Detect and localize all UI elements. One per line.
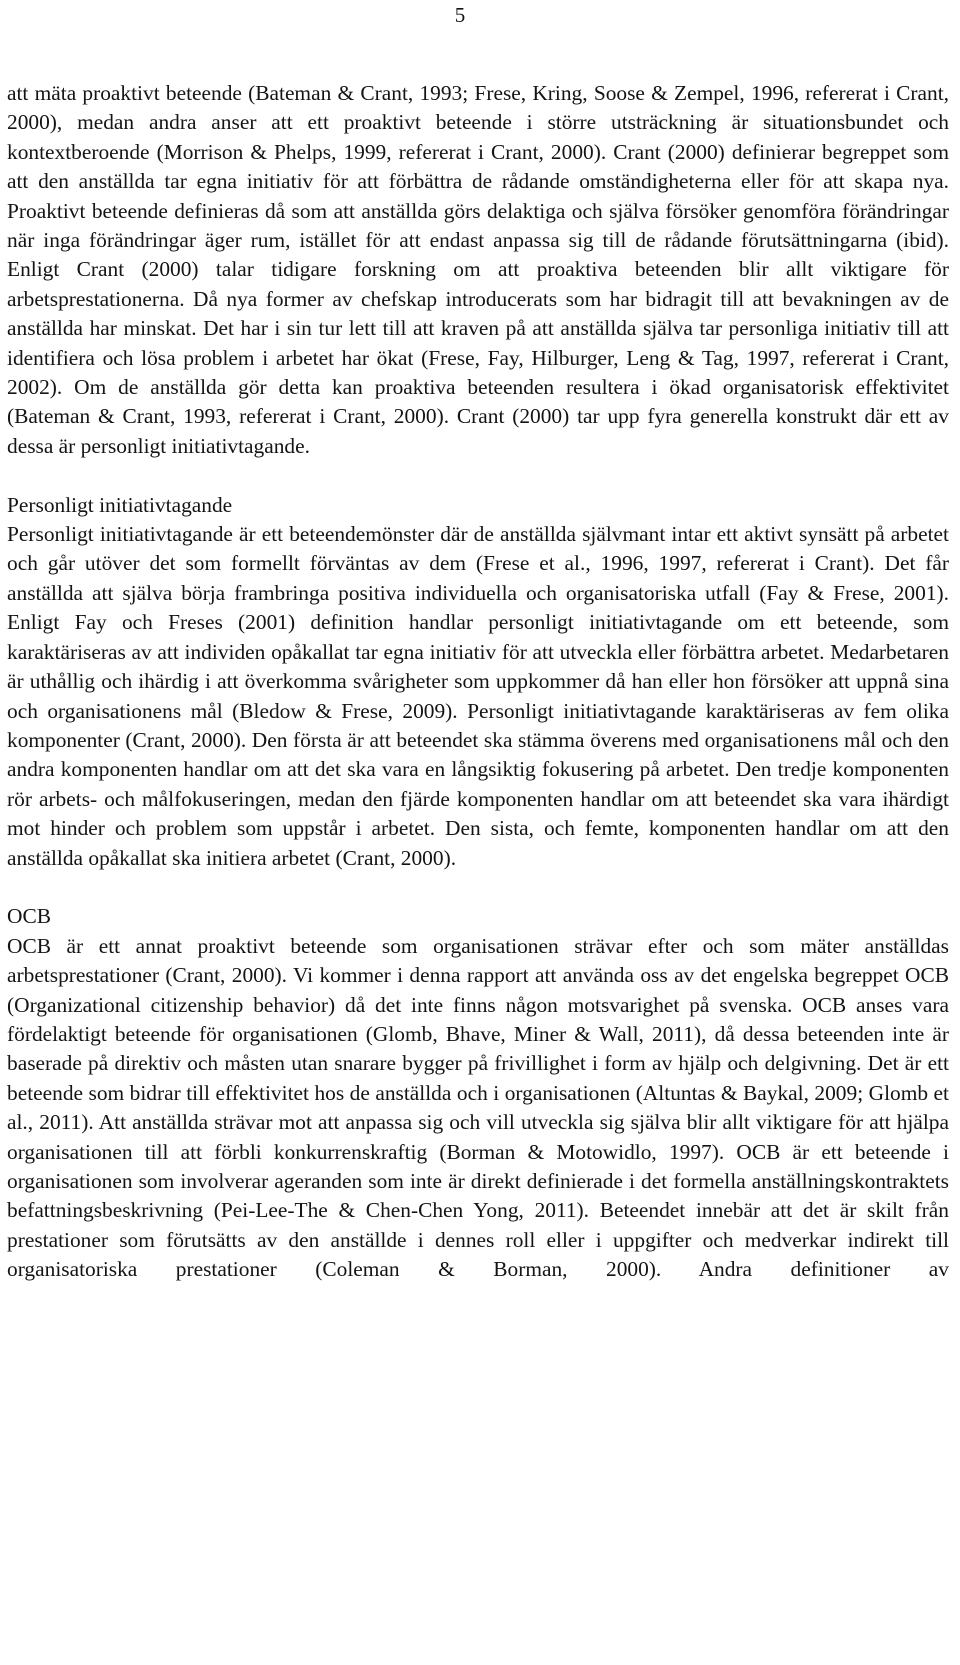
section-heading: Personligt initiativtagande — [7, 492, 233, 517]
section-body: OCB är ett annat proaktivt beteende som organisationen strävar efter och som mäter anställdas arbetsprestationer (Crant, 2000). Vi kommer i denna rapport att använda oss av det engelska begreppet OCB (Organizational citizenship behavior) då det inte finns någon motsvarighet på svenska. OCB anses vara fördelaktigt beteende för organisationen (Glomb, Bhave, Miner & Wall, 2011), då dessa beteenden inte är baserade på direktiv och måsten utan snarare bygger på frivillighet i form av hjälp och delgivning. Det är ett beteende som bidrar till effektivitet hos de anställda och i organisationen (Altuntas & Baykal, 2009; Glomb et al., 2011). Att anställda strävar mot att anpassa sig och vill utveckla sig själva blir allt viktigare för att hjälpa organisationen till att förbli konkurrenskraftig (Borman & Motowidlo, 1997). OCB är ett beteende i organisationen som involverar ageranden som inte är direkt definierade i det formella anställningskontraktets befattningsbeskrivning (Pei-Lee-The & Chen-Chen Yong, 2011). Beteendet innebär att det är skilt från prestationer som förutsätts av den anställde i dennes roll eller i uppgifter och medverkar indirekt till organisatoriska prestationer (Coleman & Borman, 2000). Andra definitioner av — [7, 933, 949, 1282]
section-body: Personligt initiativtagande är ett beteendemönster där de anställda självmant intar ett aktivt synsätt på arbetet och går utöver det som formellt förväntas av dem (Frese et al., 1996, 1997, refererat i Crant). Det får anställda att själva börja frambringa positiva individuella och organisatoriska utfall (Fay & Frese, 2001). Enligt Fay och Freses (2001) definition handlar personligt initiativtagande om ett beteende, som karaktäriseras av att individen opåkallat tar egna initiativ för att utveckla eller förbättra arbetet. Medarbetaren är uthållig och ihärdig i att överkomma svårigheter som uppkommer då han eller hon försöker att uppnå sina och organisationens mål (Bledow & Frese, 2009). Personligt initiativtagande karaktäriseras av fem olika komponenter (Crant, 2000). Den första är att beteendet ska stämma överens med organisationens mål och den andra komponenten handlar om att det ska vara en långsiktig fokusering på arbetet. Den tredje komponenten rör arbets- och målfokuseringen, medan den fjärde komponenten handlar om att beteendet ska vara ihärdigt mot hinder och problem som uppstår i arbetet. Den sista, och femte, komponenten handlar om att den anställda opåkallat ska initiera arbetet (Crant, 2000). — [7, 522, 949, 870]
intro-paragraph: att mäta proaktivt beteende (Bateman & Crant, 1993; Frese, Kring, Soose & Zempel, 1996, refererat i Crant, 2000), medan andra anser att ett proaktivt beteende i större utsträckning är situationsbundet och kontextberoende (Morrison & Phelps, 1999, refererat i Crant, 2000). Crant (2000) definierar begreppet som att den anställda tar egna initiativ för att förbättra de rådande omständigheterna eller för att skapa nya. Proaktivt beteende definieras då som att anställda görs delaktiga och själva försöker genomföra förändringar när inga förändringar äger rum, istället för att endast anpassa sig till de rådande förutsättningarna (ibid). Enligt Crant (2000) talar tidigare forskning om att proaktiva beteenden blir allt viktigare för arbetsprestationerna. Då nya former av chefskap introducerats som har bidragit till att bevakningen av de anställda har minskat. Det har i sin tur lett till att kraven på att anställda själva tar personliga initiativ till att identifiera och lösa problem i arbetet har ökat (Frese, Fay, Hilburger, Leng & Tag, 1997, refererat i Crant, 2002). Om de anställda gör detta kan proaktiva beteenden resultera i ökad organisatorisk effektivitet (Bateman & Crant, 1993, refererat i Crant, 2000). Crant (2000) tar upp fyra generella konstrukt där ett av dessa är personligt initiativtagande. — [7, 81, 949, 458]
page-number: 5 — [454, 3, 466, 27]
section-personligt-initiativtagande — [7, 491, 949, 873]
paragraph-gap — [7, 873, 949, 902]
section-heading: OCB — [7, 904, 51, 929]
section-ocb — [7, 902, 949, 1284]
paragraph-gap — [7, 461, 949, 490]
page-content — [7, 79, 949, 1285]
